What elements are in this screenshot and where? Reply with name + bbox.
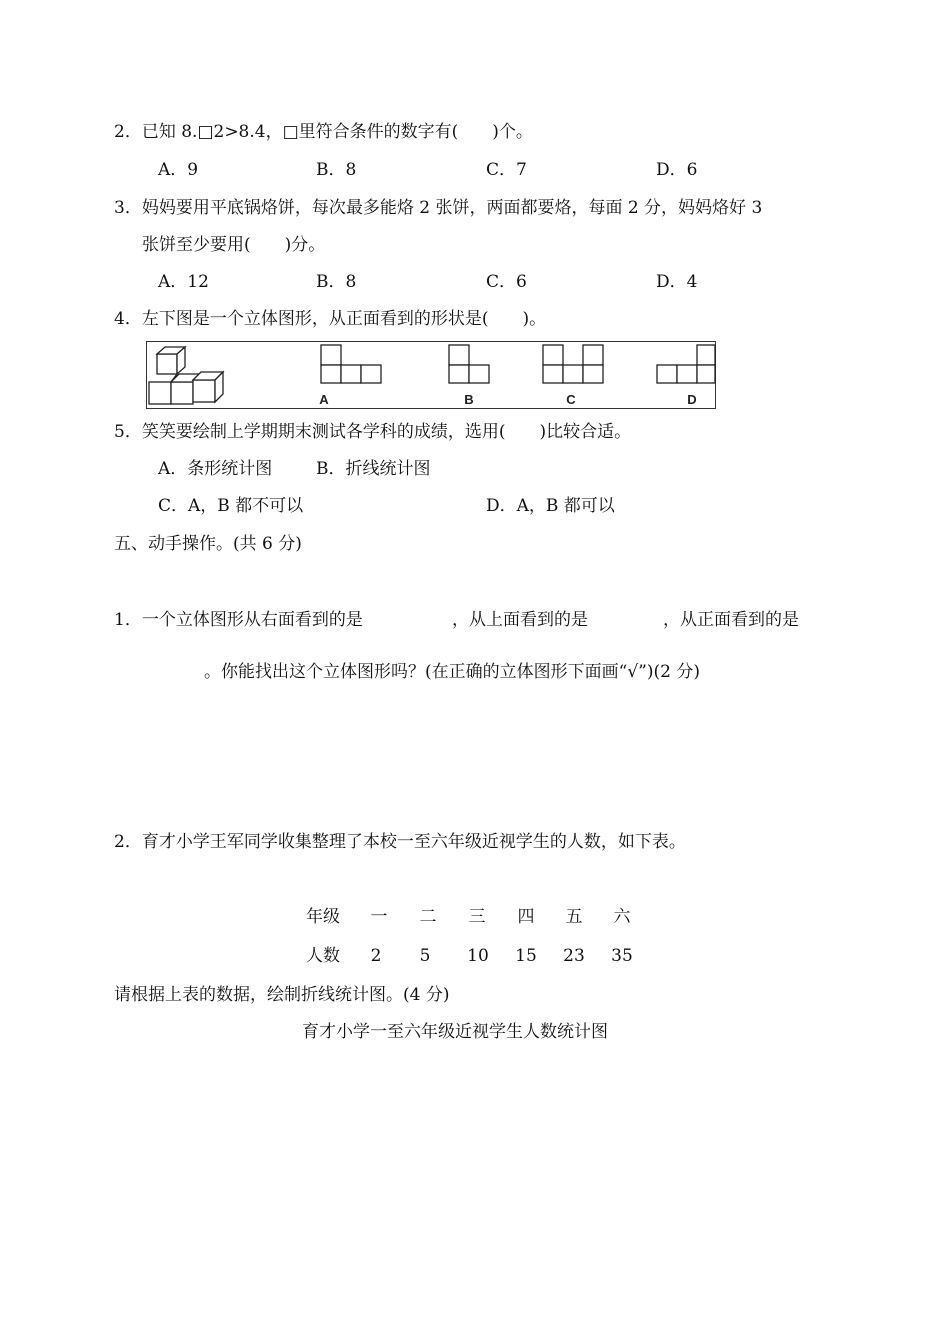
solid-figure-icon	[149, 347, 223, 404]
table-cell: 15	[515, 946, 537, 966]
p1-text-a: 1．一个立体图形从右面看到的是	[114, 610, 363, 630]
q5-option-d: D．A，B 都可以	[486, 496, 615, 516]
q3-option-c: C．6	[486, 272, 527, 292]
table-cell: 四	[517, 907, 535, 927]
table-row2-label: 人数	[306, 946, 340, 966]
q4-figure-box	[146, 341, 716, 409]
chart-title: 育才小学一至六年级近视学生人数统计图	[302, 1022, 608, 1042]
q3-stem-line1: 3．妈妈要用平底锅烙饼，每次最多能烙 2 张饼，两面都要烙，每面 2 分，妈妈烙好 3	[114, 198, 763, 218]
q3-option-b: B．8	[316, 272, 357, 292]
view-option-b	[449, 345, 489, 383]
q5-option-a: A．条形统计图	[158, 459, 273, 479]
table-cell: 三	[468, 907, 486, 927]
figure-label-b: B	[464, 392, 474, 407]
table-row1-label: 年级	[306, 907, 340, 927]
q2-option-d: D．6	[656, 160, 698, 180]
q2-stem: 2．已知 8.□2>8.4，□里符合条件的数字有( )个。	[114, 122, 533, 142]
table-cell: 35	[611, 946, 633, 966]
q4-stem: 4．左下图是一个立体图形，从正面看到的形状是( )。	[114, 309, 547, 329]
p1-text-c: ，从正面看到的是	[663, 610, 799, 630]
view-option-c	[543, 345, 603, 383]
table-cell: 一	[370, 907, 388, 927]
section-heading: 五、动手操作。(共 6 分)	[114, 534, 302, 554]
figure-label-d: D	[687, 392, 697, 407]
table-cell: 10	[467, 946, 489, 966]
view-option-a	[321, 345, 381, 383]
q3-option-a: A．12	[158, 272, 209, 292]
q2-option-c: C．7	[486, 160, 527, 180]
q3-option-d: D．4	[656, 272, 698, 292]
p1-text-b: ，从上面看到的是	[452, 610, 588, 630]
view-option-d	[657, 345, 715, 383]
q4-figure	[147, 342, 717, 410]
table-cell: 23	[563, 946, 585, 966]
q5-option-c: C．A，B 都不可以	[158, 496, 304, 516]
figure-label-c: C	[566, 392, 576, 407]
table-cell: 2	[370, 946, 382, 966]
p2-stem: 2．育才小学王军同学收集整理了本校一至六年级近视学生的人数，如下表。	[114, 832, 686, 852]
p2-instruction: 请根据上表的数据，绘制折线统计图。(4 分)	[114, 985, 450, 1005]
q5-stem: 5．笑笑要绘制上学期期末测试各学科的成绩，选用( )比较合适。	[114, 422, 632, 442]
figure-label-a: A	[319, 392, 329, 407]
table-cell: 二	[419, 907, 437, 927]
p1-text-line2: 。你能找出这个立体图形吗？(在正确的立体图形下面画“√”)(2 分)	[204, 662, 700, 682]
table-cell: 六	[613, 907, 631, 927]
q3-stem-line2: 张饼至少要用( )分。	[142, 235, 326, 255]
table-cell: 5	[419, 946, 431, 966]
q5-option-b: B．折线统计图	[316, 459, 431, 479]
q2-option-b: B．8	[316, 160, 357, 180]
table-cell: 五	[565, 907, 583, 927]
q2-option-a: A．9	[158, 160, 199, 180]
